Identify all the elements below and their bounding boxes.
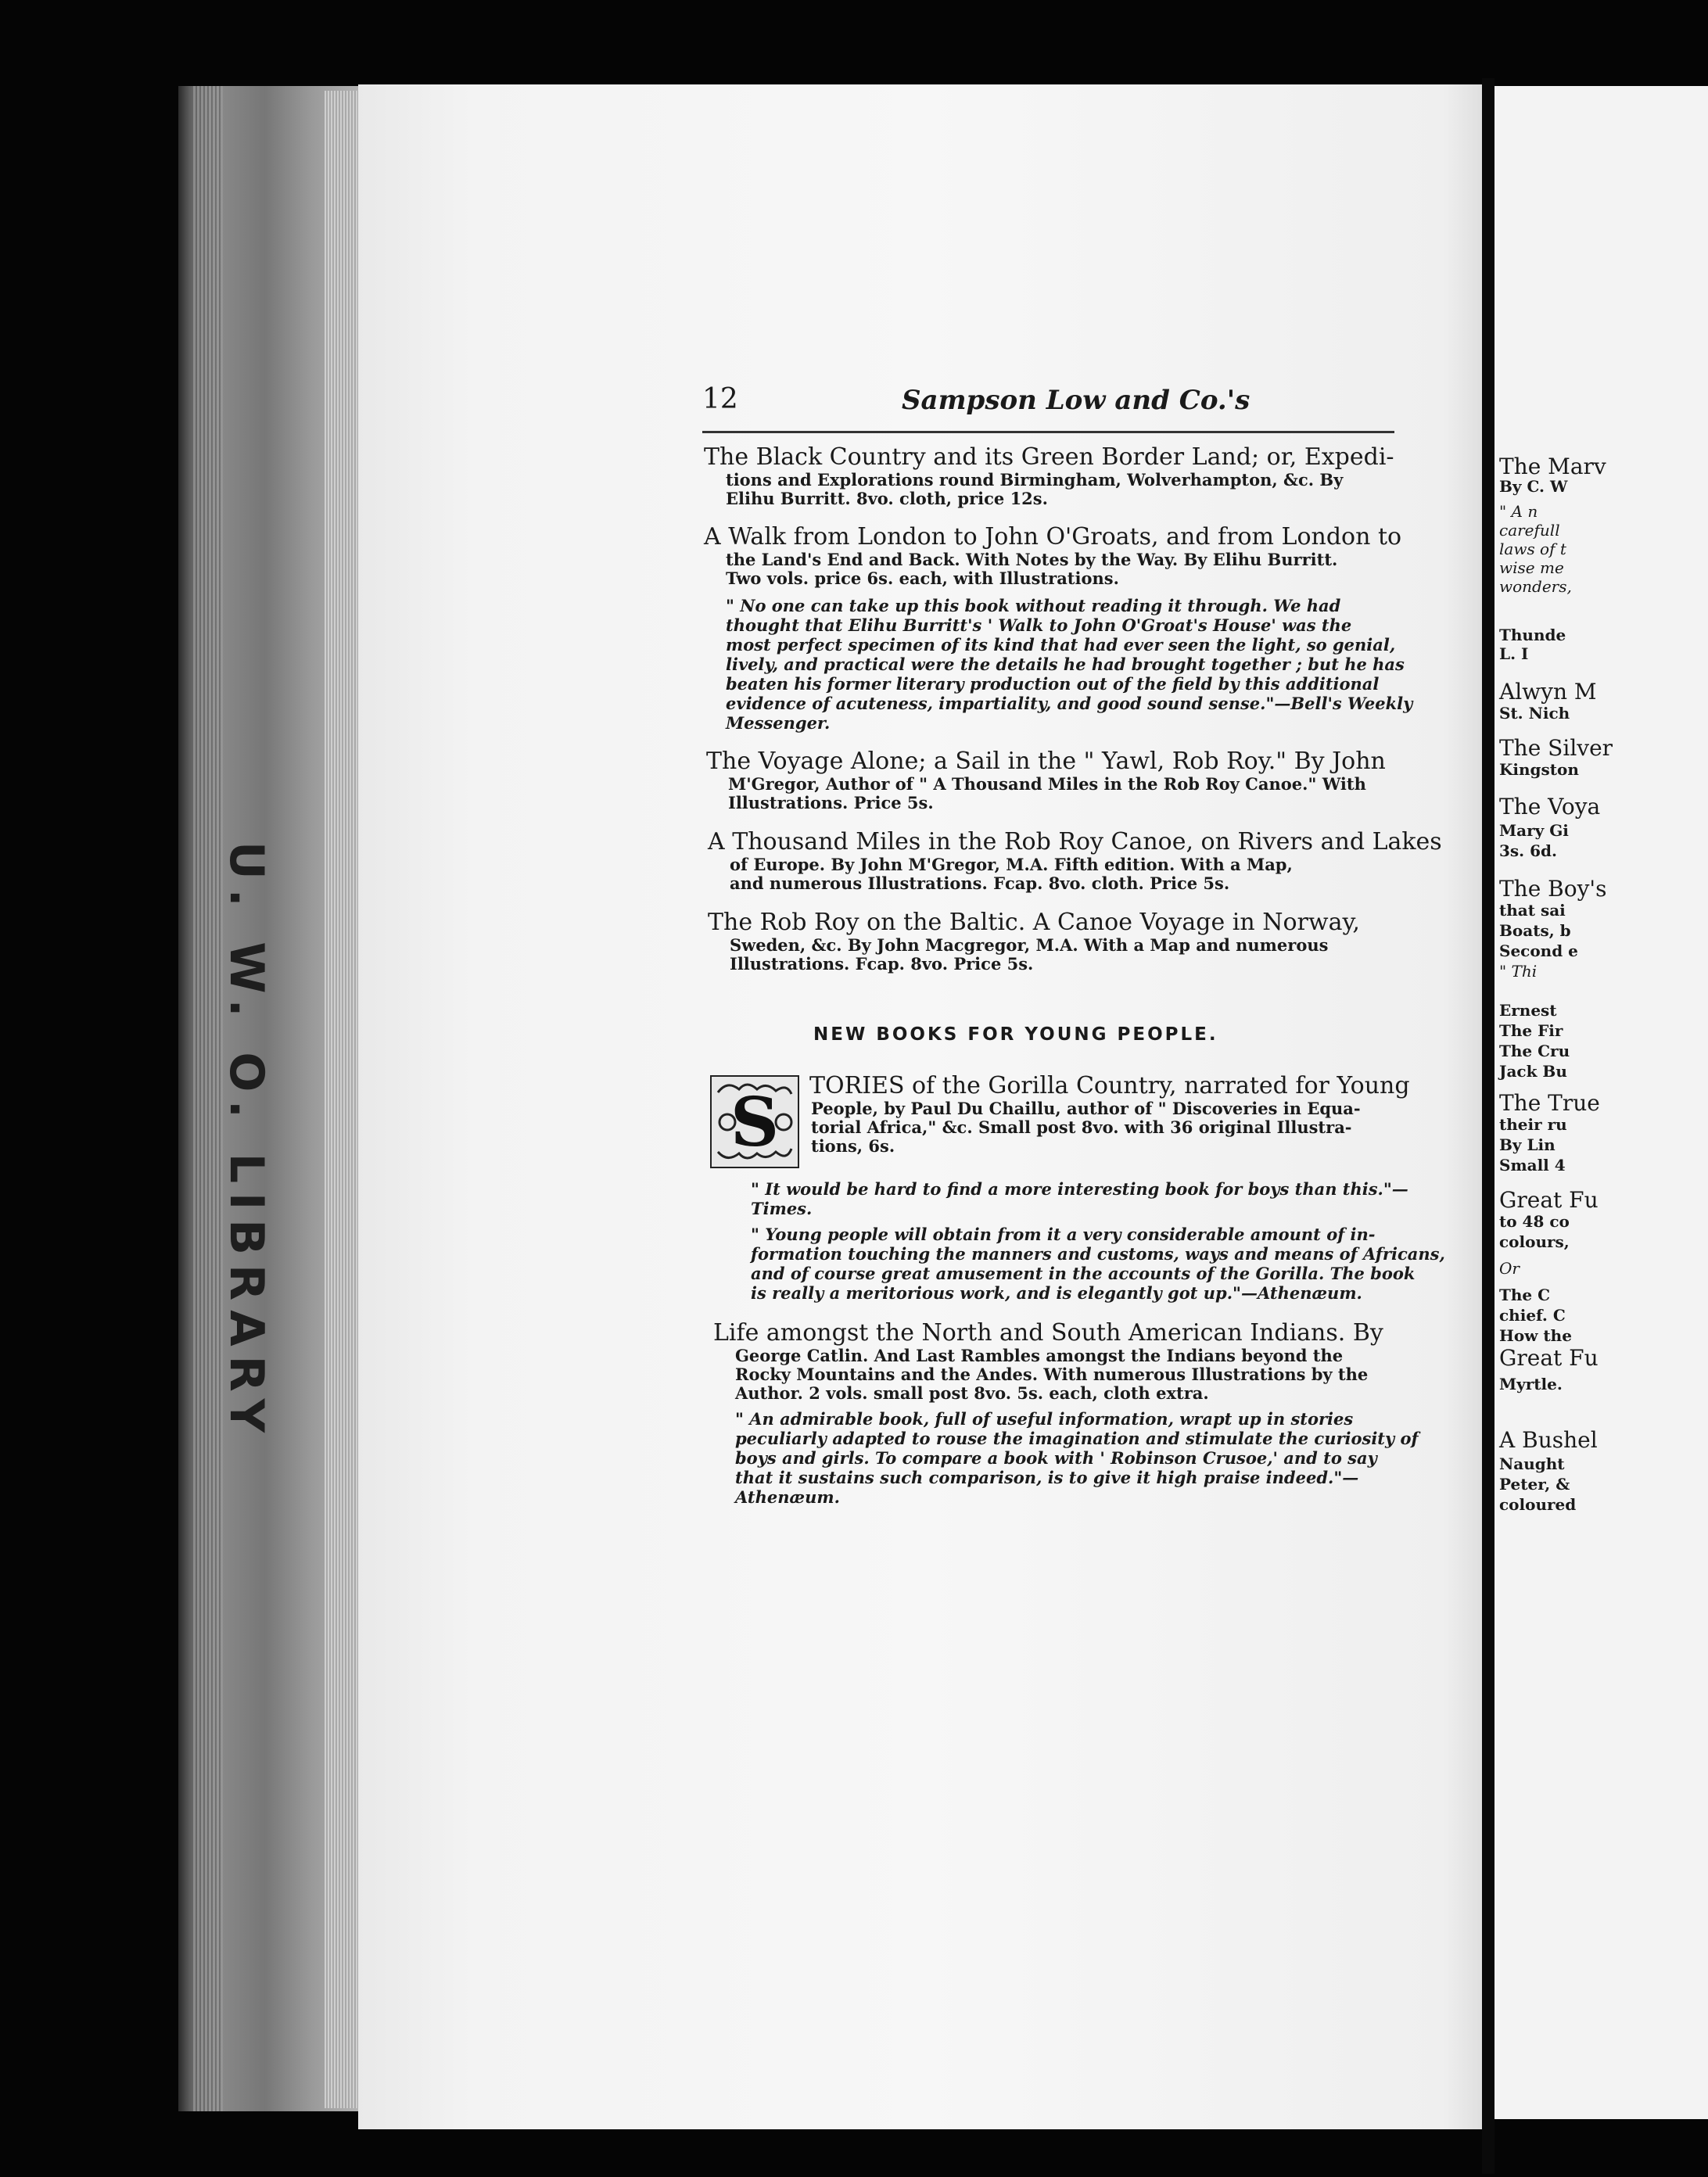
entry-desc-line: M'Gregor, Author of " A Thousand Miles in the Rob Roy Canoe." With [728,774,1366,794]
entry-quote-line: " No one can take up this book without reading it through. We had [726,596,1341,615]
entry-title: The Black Country and its Green Border Land; or, Expedi- [704,443,1394,471]
right-page-line: coloured [1499,1495,1577,1514]
right-page-line: The Cru [1499,1042,1570,1060]
right-page-line: Mary Gi [1499,821,1569,840]
right-page-line: Small 4 [1499,1156,1566,1175]
entry-quote-line: " An admirable book, full of useful information, wrapt up in stories [735,1409,1354,1429]
page-header [702,383,1563,422]
right-page-line: their ru [1499,1115,1567,1134]
right-page-line: By C. W [1499,477,1568,496]
right-page-line: Alwyn M [1499,679,1597,705]
entry-desc-line: tions, 6s. [811,1136,895,1156]
entry-quote-line: " Young people will obtain from it a very considerable amount of in- [751,1225,1376,1244]
entry-desc-line: George Catlin. And Last Rambles amongst the Indians beyond the [735,1346,1344,1365]
page-number: 12 [702,383,738,415]
right-page-line: Kingston [1499,760,1579,779]
right-page-line: colours, [1499,1232,1570,1251]
decorative-dropcap [710,1075,799,1168]
right-page-line: How the [1499,1326,1572,1345]
book-entry [713,1320,1419,1507]
right-page-line: that sai [1499,901,1566,920]
entry-quote-line: that it sustains such comparison, is to give it high praise indeed."— [735,1468,1359,1487]
library-stamp [219,841,274,1443]
library-stamp-text: U. W. O. LIBRARY [219,841,274,1443]
entry-desc-line: Illustrations. Fcap. 8vo. Price 5s. [730,954,1034,974]
entry-quote-line: most perfect specimen of its kind that had ever seen the light, so genial, [726,635,1396,655]
stories-quotes [729,1179,1445,1303]
right-page-line: The Silver [1499,735,1613,761]
entry-quote-line: evidence of acuteness, impartiality, and good sound sense."—Bell's Weekly [726,694,1413,713]
right-page [1494,86,1708,2119]
entry-quote-line: lively, and practical were the details he had brought together ; but he has [726,655,1405,674]
entry-quote-line: thought that Elihu Burritt's ' Walk to John O'Groat's House' was the [726,615,1352,635]
right-page-line: wonders, [1499,577,1572,596]
right-page-line: Great Fu [1499,1345,1599,1371]
entry-desc-line: Elihu Burritt. 8vo. cloth, price 12s. [726,489,1048,508]
running-head: Sampson Low and Co.'s [902,385,1250,416]
right-page-line: The Fir [1499,1021,1563,1040]
dropcap-letter: S [730,1083,780,1162]
entry-desc-line: tions and Explorations round Birmingham, Wolverhampton, &c. By [726,470,1344,490]
right-page-line: laws of t [1499,540,1566,558]
book-entry [704,444,1394,508]
right-page-line: Jack Bu [1499,1062,1567,1081]
right-page-line: to 48 co [1499,1212,1570,1231]
right-page-line: Or [1499,1259,1520,1278]
right-page-line: Thunde [1499,626,1566,644]
right-page-line: 3s. 6d. [1499,841,1557,860]
book-entry [706,748,1386,812]
entry-desc-line: Rocky Mountains and the Andes. With numerous Illustrations by the [735,1365,1369,1384]
right-page-line: The Marv [1499,454,1606,479]
book-entry [708,829,1442,893]
ornament-icon [712,1077,798,1167]
entry-desc-line: torial Africa," &c. Small post 8vo. with 36 original Illustra- [811,1117,1352,1137]
entry-title: A Thousand Miles in the Rob Roy Canoe, on Rivers and Lakes [708,828,1442,855]
entry-title: TORIES of the Gorilla Country, narrated for Young [809,1072,1410,1099]
right-page-line: Ernest [1499,1001,1557,1020]
right-page-line: The Boy's [1499,876,1607,902]
entry-desc-line: Author. 2 vols. small post 8vo. 5s. each, cloth extra. [735,1383,1209,1403]
entry-desc-line: Sweden, &c. By John Macgregor, M.A. With a Map and numerous [730,935,1329,955]
entry-quote-line: and of course great amusement in the accounts of the Gorilla. The book [751,1264,1416,1283]
right-page-line: " A n [1499,502,1538,521]
entry-title: The Rob Roy on the Baltic. A Canoe Voyage in Norway, [708,909,1360,936]
entry-desc-line: Illustrations. Price 5s. [728,793,934,812]
right-page-line: The Voya [1499,794,1601,820]
right-page-line: Boats, b [1499,921,1571,940]
right-page-line: Peter, & [1499,1475,1570,1494]
entry-quote-line: beaten his former literary production out of the field by this additional [726,674,1380,694]
entry-title: Life amongst the North and South American Indians. By [713,1319,1383,1347]
entry-quote-line: Messenger. [726,713,831,733]
header-rule [702,431,1394,433]
entry-quote-line: Times. [751,1199,813,1218]
right-page-line: Second e [1499,941,1578,960]
spine-texture [192,86,223,2111]
entry-quote-line: is really a meritorious work, and is elegantly got up."—Athenæum. [751,1283,1362,1303]
right-page-line: A Bushel [1499,1427,1598,1453]
right-page-line: St. Nich [1499,704,1570,723]
right-page-line: Myrtle. [1499,1375,1563,1393]
right-page-line: By Lin [1499,1135,1556,1154]
entry-desc-line: and numerous Illustrations. Fcap. 8vo. cloth. Price 5s. [730,873,1230,893]
right-page-line: L. I [1499,644,1529,663]
entry-title: A Walk from London to John O'Groats, and from London to [704,523,1402,551]
entry-quote-line: boys and girls. To compare a book with ' Robinson Crusoe,' and to say [735,1448,1377,1468]
entry-title: The Voyage Alone; a Sail in the " Yawl, Rob Roy." By John [706,748,1386,775]
right-page-line: carefull [1499,521,1560,540]
right-page-line: The C [1499,1286,1551,1304]
right-page-line: The True [1499,1090,1600,1116]
entry-quote-line: " It would be hard to find a more interesting book for boys than this."— [751,1179,1408,1199]
entry-desc-line: the Land's End and Back. With Notes by the Way. By Elihu Burritt. [726,550,1338,569]
entry-quote-line: peculiarly adapted to rouse the imagination and stimulate the curiosity of [735,1429,1419,1448]
book-entry [704,524,1412,733]
section-heading: NEW BOOKS FOR YOUNG PEOPLE. [813,1024,1218,1045]
entry-quote-line: formation touching the manners and customs, ways and means of Africans, [751,1244,1445,1264]
right-page-line: chief. C [1499,1306,1566,1325]
right-page-line: Naught [1499,1454,1565,1473]
right-page-line: wise me [1499,558,1564,577]
book-entry [708,909,1360,974]
entry-desc-line: Two vols. price 6s. each, with Illustrations. [726,568,1119,588]
right-page-line: Great Fu [1499,1187,1599,1213]
stories-entry [809,1073,1410,1156]
entry-desc-line: People, by Paul Du Chaillu, author of " Discoveries in Equa- [811,1099,1361,1118]
entry-desc-line: of Europe. By John M'Gregor, M.A. Fifth edition. With a Map, [730,855,1293,874]
right-page-line: " Thi [1499,962,1538,981]
entry-quote-line: Athenæum. [735,1487,840,1507]
